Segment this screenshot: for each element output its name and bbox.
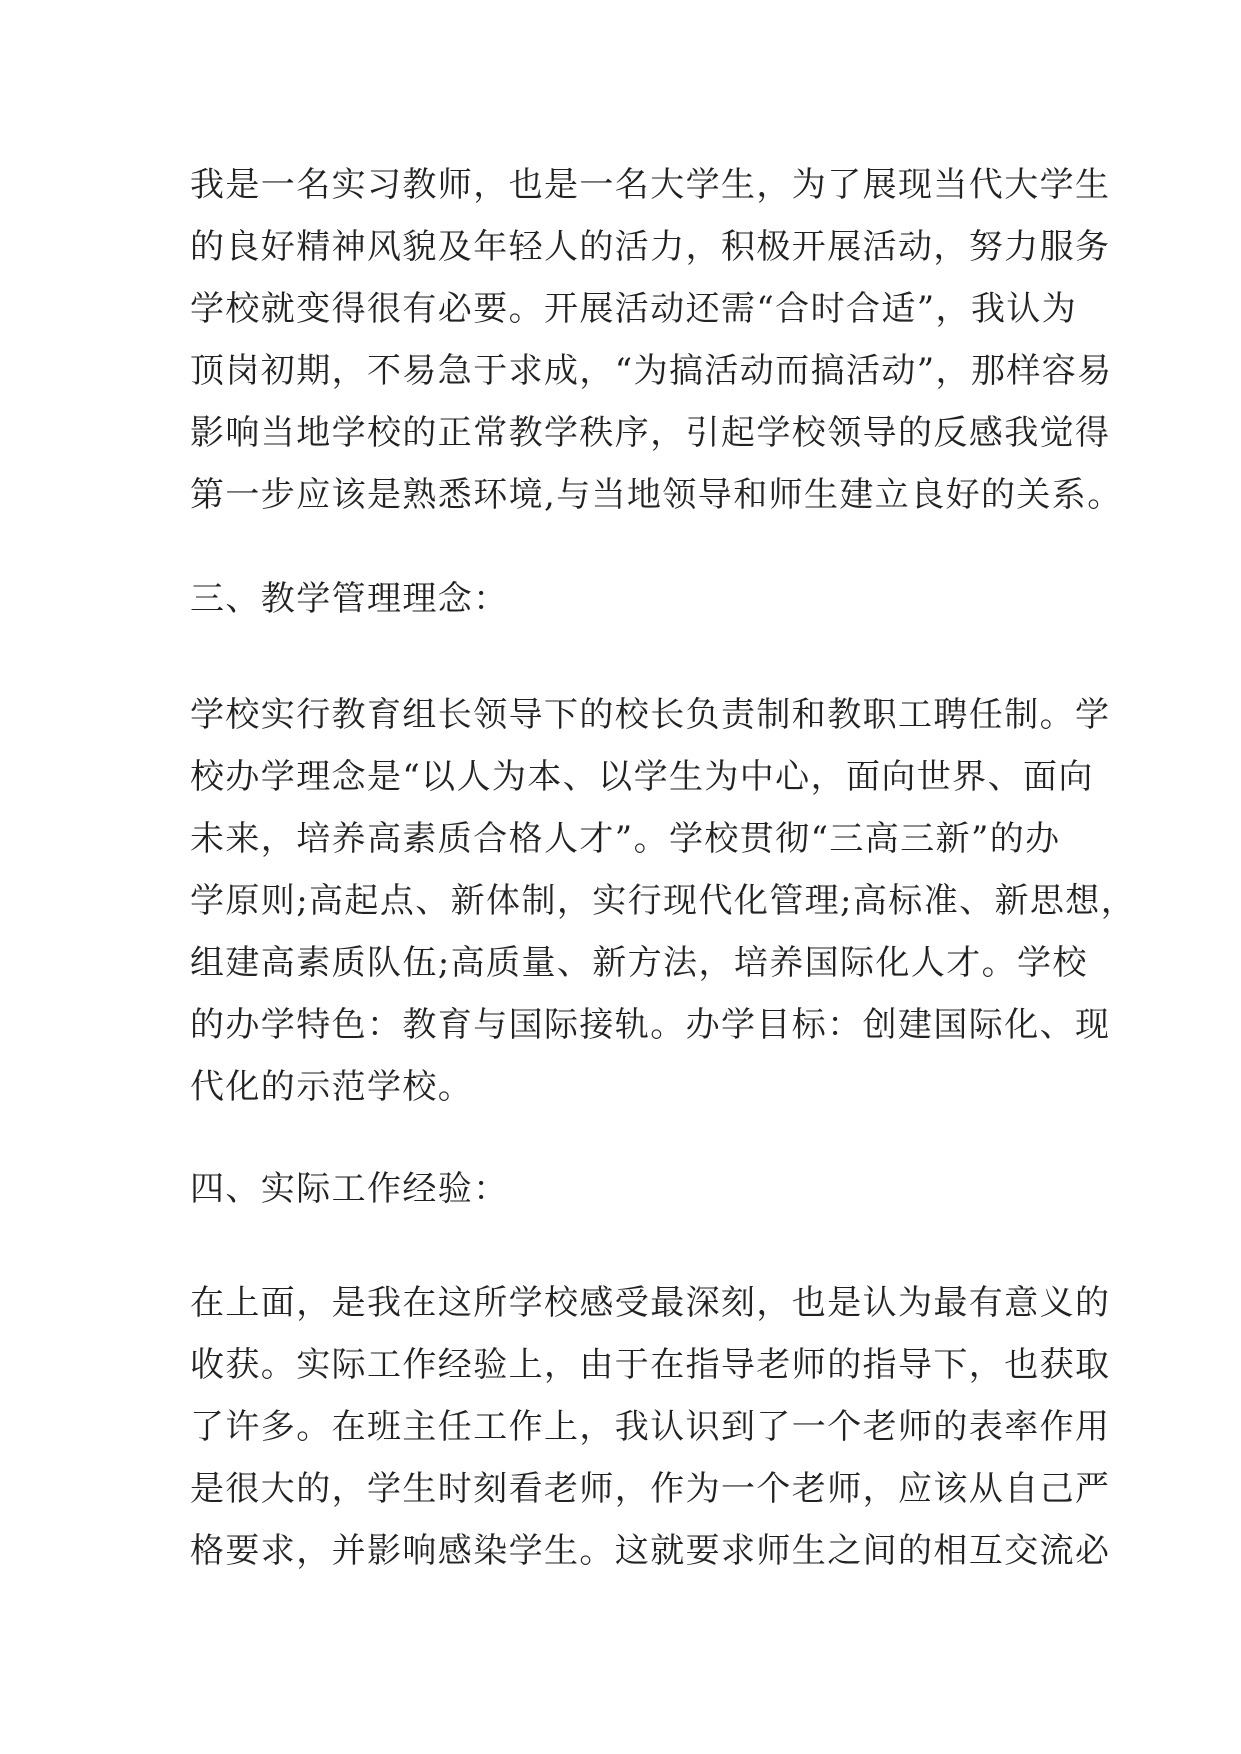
text-line: 在上面，是我在这所学校感受最深刻，也是认为最有意义的 bbox=[190, 1283, 1111, 1323]
text-line: 学校就变得很有必要。开展活动还需“合时合适”，我认为 bbox=[190, 289, 1078, 329]
section-heading-teaching-management bbox=[190, 568, 1060, 630]
text-line: 第一步应该是熟悉环境,与当地领导和师生建立良好的关系。 bbox=[190, 475, 1123, 515]
text-line: 顶岗初期，不易急于求成，“为搞活动而搞活动”，那样容易 bbox=[190, 351, 1113, 391]
paragraph-teaching-management bbox=[190, 684, 1137, 1118]
text-line: 代化的示范学校。 bbox=[190, 1067, 474, 1107]
text-line: 的办学特色：教育与国际接轨。办学目标：创建国际化、现 bbox=[190, 1005, 1111, 1045]
section-heading-work-experience bbox=[190, 1158, 1060, 1220]
heading-text: 四、实际工作经验： bbox=[190, 1169, 509, 1209]
text-line: 组建高素质队伍;高质量、新方法，培养国际化人才。学校 bbox=[190, 943, 1088, 983]
text-line: 未来，培养高素质合格人才”。学校贯彻“三高三新”的办 bbox=[190, 819, 1061, 859]
text-line: 是很大的，学生时刻看老师，作为一个老师，应该从自己严 bbox=[190, 1469, 1111, 1509]
text-line: 学校实行教育组长领导下的校长负责制和教职工聘任制。学 bbox=[190, 695, 1111, 735]
heading-text: 三、教学管理理念： bbox=[190, 579, 509, 619]
text-line: 我是一名实习教师，也是一名大学生，为了展现当代大学生 bbox=[190, 165, 1111, 205]
paragraph-work-experience bbox=[190, 1272, 1111, 1582]
text-line: 学原则;高起点、新体制，实行现代化管理;高标准、新思想， bbox=[190, 881, 1137, 921]
text-line: 收获。实际工作经验上，由于在指导老师的指导下，也获取 bbox=[190, 1345, 1111, 1385]
text-line: 的良好精神风貌及年轻人的活力，积极开展活动，努力服务 bbox=[190, 227, 1111, 267]
text-line: 了许多。在班主任工作上，我认识到了一个老师的表率作用 bbox=[190, 1407, 1111, 1447]
text-line: 校办学理念是“以人为本、以学生为中心，面向世界、面向 bbox=[190, 757, 1094, 797]
paragraph-internship-intro bbox=[190, 154, 1123, 526]
text-line: 格要求，并影响感染学生。这就要求师生之间的相互交流必 bbox=[190, 1531, 1111, 1571]
text-line: 影响当地学校的正常教学秩序，引起学校领导的反感我觉得 bbox=[190, 413, 1111, 453]
